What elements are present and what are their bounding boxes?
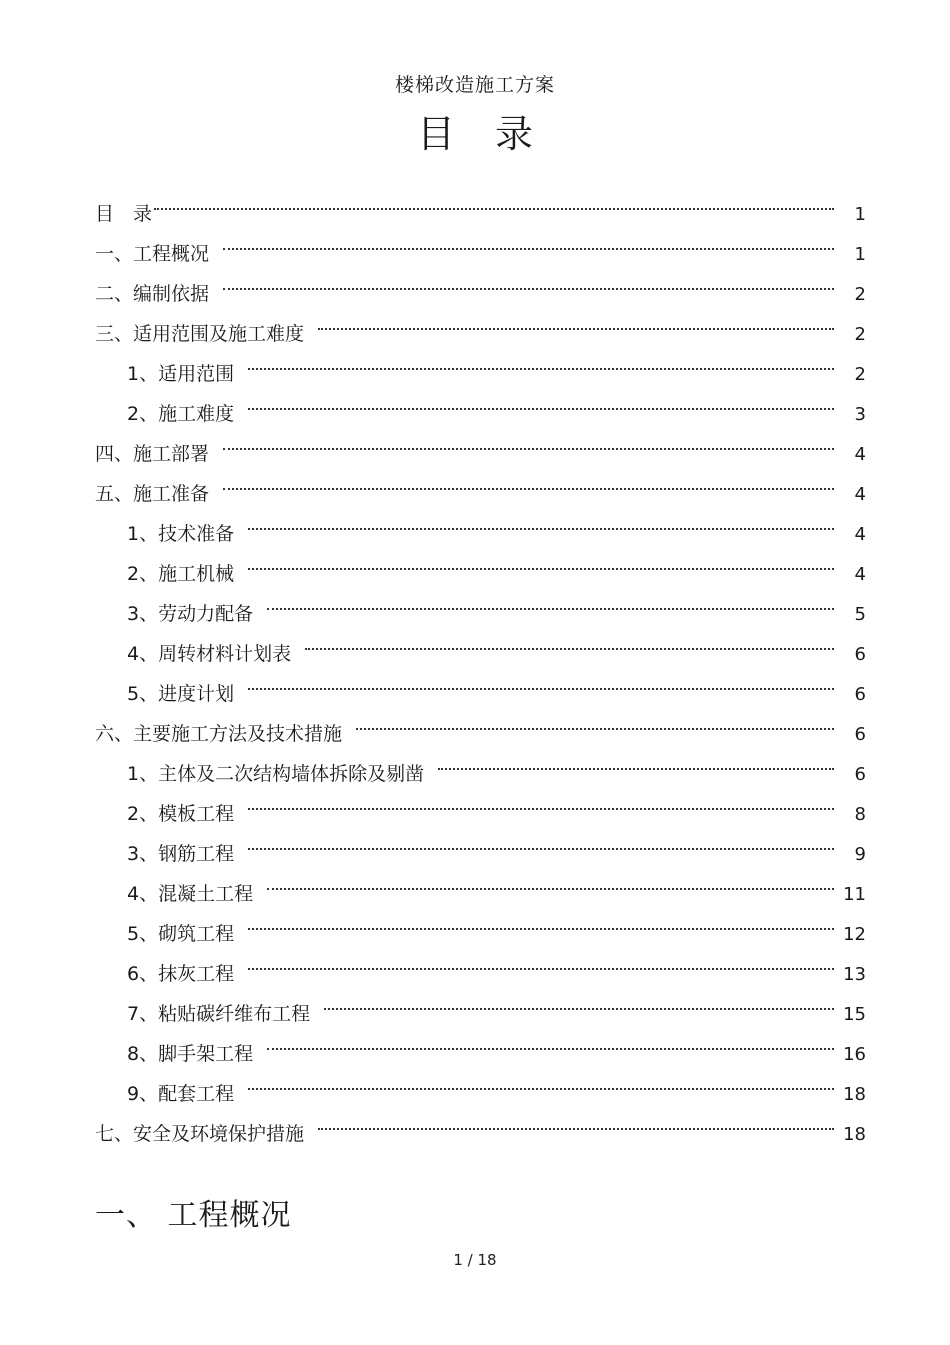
toc-leader-dots [248,820,834,860]
toc-entry-page: 1 [854,244,866,265]
toc-entry-page: 1 [854,204,866,225]
toc-entry-page: 16 [843,1044,866,1065]
toc-entry-label: 目 录 [95,203,153,225]
toc-entry[interactable] [95,820,870,865]
toc-leader-dots [248,1060,834,1100]
toc-entry-label: 6、抹灰工程 [127,963,235,985]
toc-entry[interactable] [95,740,870,785]
toc-entry-page: 4 [854,484,866,505]
toc-entry-page: 4 [854,524,866,545]
toc-entry-page: 6 [854,724,866,745]
toc-entry-label: 二、编制依据 [95,283,210,305]
toc-entry-label: 1、适用范围 [127,363,235,385]
toc-entry[interactable] [95,620,870,665]
toc-leader-dots [248,780,834,820]
toc-title-first: 目 [416,112,455,156]
toc-leader-dots [267,580,834,620]
toc-entry-page: 6 [854,684,866,705]
toc-leader-dots [267,860,834,900]
toc-leader-dots [267,1020,834,1060]
toc-entry-page: 4 [854,564,866,585]
toc-leader-dots [248,500,834,540]
toc-entry-label: 4、混凝土工程 [127,883,254,905]
toc-leader-dots [248,900,834,940]
toc-entry[interactable] [95,700,870,745]
toc-entry-label: 四、施工部署 [95,443,210,465]
toc-entry-label: 3、劳动力配备 [127,603,254,625]
toc-entry[interactable] [95,500,870,545]
toc-leader-dots [223,220,834,260]
toc-entry-page: 8 [854,804,866,825]
toc-entry-page: 2 [854,284,866,305]
toc-entry-label: 2、施工难度 [127,403,235,425]
toc-leader-dots [248,340,834,380]
toc-entry-page: 5 [854,604,866,625]
toc-entry[interactable] [95,980,870,1025]
toc-entry[interactable] [95,460,870,505]
toc-entry-label: 1、技术准备 [127,523,235,545]
toc-entry[interactable] [95,900,870,945]
toc-entry[interactable] [95,580,870,625]
toc-title [0,110,950,158]
toc-entry[interactable] [95,1060,870,1105]
toc-entry-label: 三、适用范围及施工难度 [95,323,305,345]
toc-title-second: 录 [495,112,534,156]
toc-entry-label: 1、主体及二次结构墙体拆除及剔凿 [127,763,425,785]
toc-entry[interactable] [95,860,870,905]
toc-entry[interactable] [95,300,870,345]
toc-entry[interactable] [95,940,870,985]
toc-leader-dots [248,540,834,580]
toc-entry-page: 9 [854,844,866,865]
toc-entry-page: 15 [843,1004,866,1025]
toc-entry-label: 8、脚手架工程 [127,1043,254,1065]
toc-entry[interactable] [95,420,870,465]
toc-entry[interactable] [95,1020,870,1065]
toc-entry-label: 9、配套工程 [127,1083,235,1105]
toc-entry[interactable] [95,340,870,385]
toc-entry-label: 3、钢筋工程 [127,843,235,865]
toc-entry-label: 六、主要施工方法及技术措施 [95,723,343,745]
toc-leader-dots [318,300,834,340]
toc-entry-label: 5、砌筑工程 [127,923,235,945]
toc-entry-page: 4 [854,444,866,465]
toc-entry[interactable] [95,260,870,305]
toc-entry-label: 7、粘贴碳纤维布工程 [127,1003,311,1025]
toc-entry-page: 3 [854,404,866,425]
toc-entry-label: 5、进度计划 [127,683,235,705]
toc-entry-label: 4、周转材料计划表 [127,643,292,665]
toc-entry-page: 6 [854,764,866,785]
toc-entry-page: 13 [843,964,866,985]
toc-leader-dots [318,1100,834,1140]
toc-entry-label: 2、模板工程 [127,803,235,825]
table-of-contents [95,180,870,1145]
toc-leader-dots [223,460,834,500]
toc-entry-page: 6 [854,644,866,665]
page-indicator: 1 / 18 [453,1251,497,1269]
toc-leader-dots [305,620,834,660]
toc-entry-label: 五、施工准备 [95,483,210,505]
toc-leader-dots [248,380,834,420]
toc-entry-page: 18 [843,1124,866,1145]
toc-leader-dots [248,940,834,980]
toc-leader-dots [248,660,834,700]
toc-entry-page: 12 [843,924,866,945]
document-header-title: 楼梯改造施工方案 [394,74,555,96]
toc-entry-page: 2 [854,364,866,385]
toc-leader-dots [356,700,834,740]
toc-entry[interactable] [95,1100,870,1145]
toc-entry-label: 2、施工机械 [127,563,235,585]
toc-entry[interactable] [95,660,870,705]
toc-entry[interactable] [95,180,870,225]
toc-entry[interactable] [95,220,870,265]
toc-entry[interactable] [95,540,870,585]
section-heading: 一、 工程概况 [95,1198,292,1233]
toc-entry-label: 七、安全及环境保护措施 [95,1123,305,1145]
toc-leader-dots [324,980,834,1020]
toc-leader-dots [154,180,834,220]
toc-entry[interactable] [95,780,870,825]
toc-entry[interactable] [95,380,870,425]
toc-leader-dots [223,420,834,460]
toc-entry-page: 11 [843,884,866,905]
toc-entry-page: 2 [854,324,866,345]
toc-leader-dots [223,260,834,300]
toc-entry-label: 一、工程概况 [95,243,210,265]
toc-leader-dots [438,740,834,780]
toc-entry-page: 18 [843,1084,866,1105]
